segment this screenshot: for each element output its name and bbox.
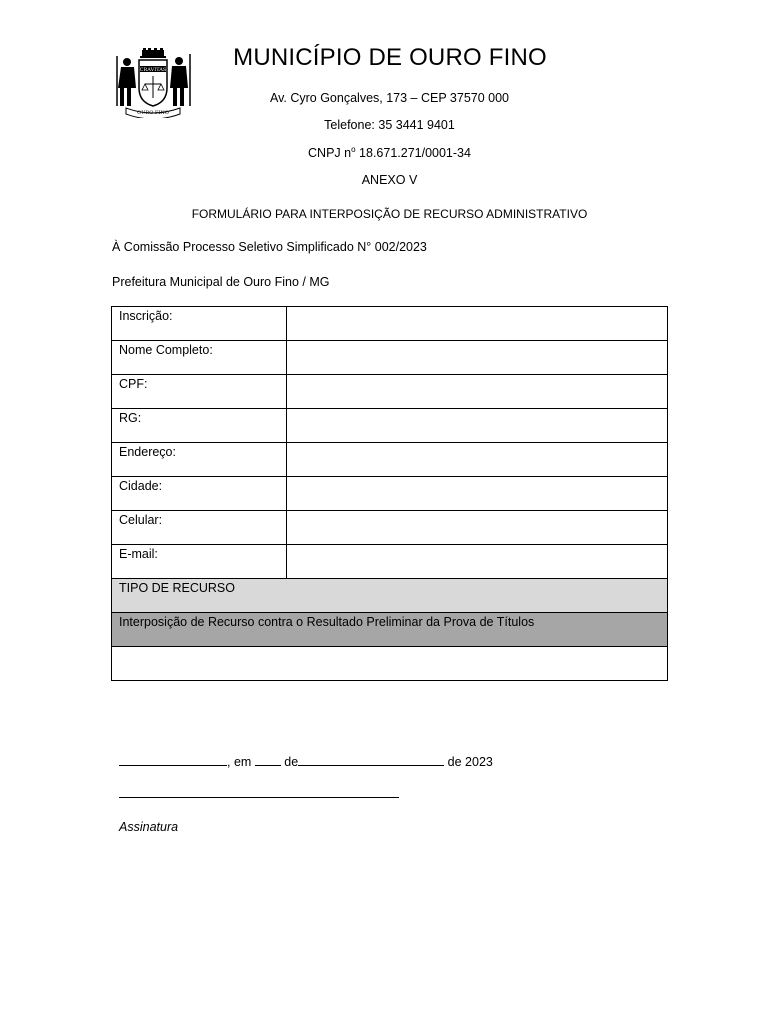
field-value-cidade[interactable] xyxy=(287,477,668,511)
field-value-endereco[interactable] xyxy=(287,443,668,477)
field-value-email[interactable] xyxy=(287,545,668,579)
day-blank[interactable] xyxy=(255,753,281,766)
field-value-nome[interactable] xyxy=(287,341,668,375)
field-row-email xyxy=(112,545,668,579)
crest-motto-text: CRAVITAS xyxy=(139,67,167,73)
field-row-celular xyxy=(112,511,668,545)
recurso-type-heading-row xyxy=(112,579,668,613)
municipality-title: MUNICÍPIO DE OURO FINO xyxy=(233,44,547,71)
recurso-body-row xyxy=(112,647,668,681)
field-label: Nome Completo: xyxy=(112,341,287,375)
cnpj-prefix: CNPJ n xyxy=(308,146,352,161)
city-blank[interactable] xyxy=(119,753,227,766)
field-value-inscricao[interactable] xyxy=(287,307,668,341)
month-blank[interactable] xyxy=(298,753,444,766)
field-row-endereco xyxy=(112,443,668,477)
field-value-cpf[interactable] xyxy=(287,375,668,409)
field-row-inscricao xyxy=(112,307,668,341)
field-value-rg[interactable] xyxy=(287,409,668,443)
field-label: CPF: xyxy=(112,375,287,409)
signature-label: Assinatura xyxy=(119,820,179,834)
appeal-form-table xyxy=(111,306,668,834)
cnpj-line xyxy=(0,145,779,160)
field-label: Inscrição: xyxy=(112,307,287,341)
recipient-committee: À Comissão Processo Seletivo Simplificado N° 002/2023 xyxy=(112,240,427,254)
field-label: Celular: xyxy=(112,511,287,545)
annex-label: ANEXO V xyxy=(361,173,418,187)
recurso-type-heading: TIPO DE RECURSO xyxy=(112,579,668,613)
de-text: de xyxy=(280,755,299,769)
address-line: Av. Cyro Gonçalves, 173 – CEP 37570 000 xyxy=(269,91,510,105)
date-place-line xyxy=(119,753,493,769)
recurso-type-value-row xyxy=(112,613,668,647)
field-row-nome xyxy=(112,341,668,375)
field-label: E-mail: xyxy=(112,545,287,579)
field-label: Endereço: xyxy=(112,443,287,477)
field-value-celular[interactable] xyxy=(287,511,668,545)
recipient-prefeitura: Prefeitura Municipal de Ouro Fino / MG xyxy=(112,275,330,289)
field-row-cidade xyxy=(112,477,668,511)
crest-ribbon-text: OURO FINO xyxy=(137,110,169,116)
form-title: FORMULÁRIO PARA INTERPOSIÇÃO DE RECURSO ADMINISTRATIVO xyxy=(191,207,588,221)
signature-line[interactable] xyxy=(119,797,399,798)
cnpj-ordinal: o xyxy=(351,145,356,154)
field-row-rg xyxy=(112,409,668,443)
phone-line: Telefone: 35 3441 9401 xyxy=(324,118,455,132)
em-text: , em xyxy=(227,755,255,769)
recurso-body-area[interactable] xyxy=(112,647,668,834)
year-text: de 2023 xyxy=(444,755,493,769)
field-row-cpf xyxy=(112,375,668,409)
recurso-type-value: Interposição de Recurso contra o Resultado Preliminar da Prova de Títulos xyxy=(112,613,668,647)
field-label: Cidade: xyxy=(112,477,287,511)
cnpj-number: 18.671.271/0001-34 xyxy=(355,146,471,161)
field-label: RG: xyxy=(112,409,287,443)
